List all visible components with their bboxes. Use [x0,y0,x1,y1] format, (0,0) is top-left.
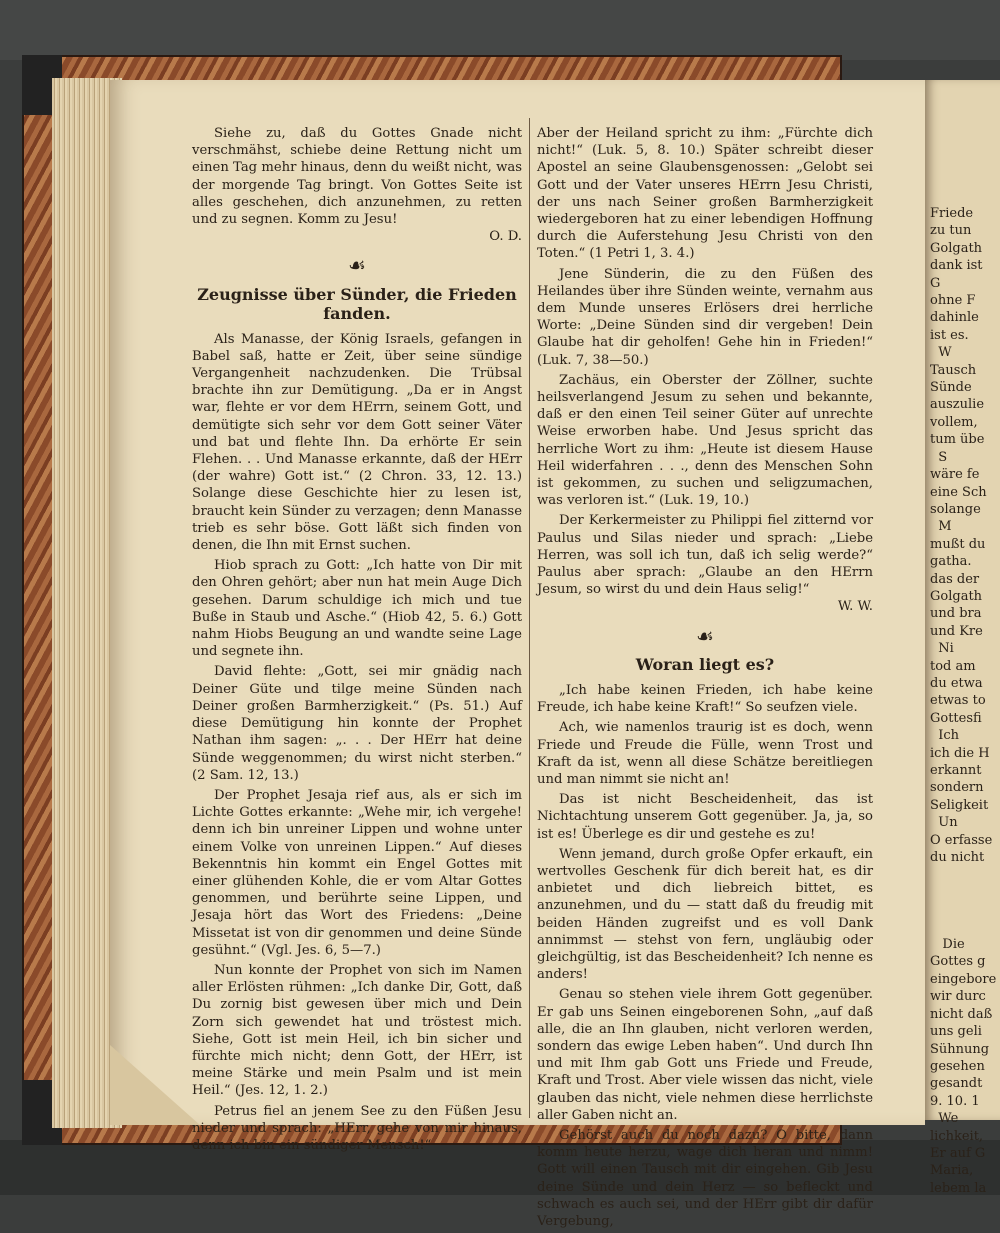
paragraph: David flehte: „Gott, sei mir gnädig nach Deiner Güte und tilge meine Sünden nach Deiner großen Barmherzigkeit.“ (Ps. 51.) Auf diese Demütigung hin konnte der Prophet Nathan ihm sagen: „. . . Der HErr hat deine Sünde weggenommen; du wirst nicht sterben.“ (2 Sam. 12, 13.) [192,664,522,783]
paragraph: Petrus fiel an jenem See zu den Füßen Jesu nieder und sprach: „HErr, gehe von mir hinaus, denn ich bin ein sündiger Mensch!“ [192,1103,522,1153]
paragraph: Das ist nicht Bescheidenheit, das ist Nichtachtung unserem Gott gegenüber. Ja, ja, so ist es! Überlege es dir und gestehe es zu! [537,792,873,842]
background-top [0,0,1000,60]
column-divider [529,118,530,1118]
signature: O. D. [489,229,522,245]
paragraph: Hiob sprach zu Gott: „Ich hatte von Dir mit den Ohren gehört; aber nun hat mein Auge Dich gesehen. Darum schuldige ich mich und tue Buße in Staub und Asche.“ (Hiob 42, 5. 6.) Gott nahm Hiobs Beugung an und wandte seine Lage und segnete ihn. [192,558,522,660]
paragraph: Nun konnte der Prophet von sich im Namen aller Erlösten rühmen: „Ich danke Dir, Gott, daß Du zornig bist gewesen über mich und Dein Zorn sich gewendet hat und tröstest mich. Siehe, Gott ist mein Heil, ich bin sicher und fürchte mich nicht; denn Gott, der HErr, ist meine Stärke und mein Psalm und ist mein Heil.“ (Jes. 12, 1. 2.) [192,962,522,1099]
paragraph: Der Kerkermeister zu Philippi fiel zitternd vor Paulus und Silas nieder und sprach: „Liebe Herren, was soll ich tun, daß ich selig werde?“ Paulus aber sprach: „Glaube an den HErrn Jesum, so wirst du und dein Haus selig!“ W. W. [537,513,873,615]
ornament-icon: ☙ [348,253,366,278]
paragraph: Genau so stehen viele ihrem Gott gegenüber. Er gab uns Seinen eingeborenen Sohn, „auf daß alle, die an Ihn glauben, nicht verloren werden, sondern das ewige Leben haben“. Und durch Ihn und mit Ihm gab Gott uns Friede und Freude, Kraft und Trost. Aber viele wissen das nicht, viele glauben das nicht, viele nehmen diese herrlichste aller Gaben nicht an. [537,987,873,1123]
paragraph: Gehörst auch du noch dazu? O bitte, dann komm heute herzu, wage dich heran und nimm! Gott will einen Tausch mit dir eingehen. Gib Jesu deine Sünde und dein Herz — so befleckt und schwach es auch sei, und der HErr gibt dir dafür Vergebung, [537,1127,873,1229]
next-page-text: Friede zu tun Golgath dank ist G ohne F dahinle ist es. W Tausch Sünde auszulie vollem, tum übe S wäre fe eine Sch solange M mußt du gatha. das der Golgath und bra und Kre Ni tod am du etwa etwas to Gottesfi Ich ich die H erkannt sondern Seligkeit Un O erfasse du nicht Die Gottes g eingebore wir durc nicht daß uns geli Sühnung gesehen gesandt 9. 10. 1 We lichkeit, Er auf G Maria, lebem la [930,206,997,1196]
next-page [925,80,1000,1196]
paragraph: Aber der Heiland spricht zu ihm: „Fürchte dich nicht!“ (Luk. 5, 8. 10.) Später schreibt dieser Apostel an seine Glaubensgenossen: „Gelobt sei Gott und der Vater unseres HErrn Jesu Christi, der uns nach Seiner großen Barmherzigkeit wiedergeboren hat zu einer lebendigen Hoffnung durch die Auferstehung Jesu Christi von den Toten.“ (1 Petri 1, 3. 4.) [537,126,873,262]
right-column [537,125,873,1233]
paragraph: „Ich habe keinen Frieden, ich habe keine Freude, ich habe keine Kraft!“ So seufzen viele. [537,682,873,716]
paragraph: Als Manasse, der König Israels, gefangen in Babel saß, hatte er Zeit, über seine sündige Vergangenheit nachzudenken. Die Trübsal brachte ihn zur Demütigung. „Da er in Angst war, flehte er vor dem HErrn, seinem Gott, und demütigte sich sehr vor dem Gott seiner Väter und bat und flehte Ihn. Da erhörte Er sein Flehen. . . Und Manasse erkannte, daß der HErr (der wahre) Gott ist.“ (2 Chron. 33, 12. 13.) Solange diese Geschichte hier zu lesen ist, braucht kein Sünder zu verzagen; denn Manasse trieb es sehr böse. Gott läßt sich finden von denen, die Ihn mit Ernst suchen. [192,331,522,554]
article-heading: Zeugnisse über Sünder, die Frieden fanden. [197,284,517,323]
left-column [192,125,522,1157]
page-fold [110,1045,200,1125]
ornament-icon: ☙ [696,623,714,648]
paragraph: Ach, wie namenlos traurig ist es doch, wenn Friede und Freude die Fülle, wenn Trost und Kraft da ist, wenn all diese Schätze bereitliegen und man nimmt sie nicht an! [537,720,873,787]
paragraph: Siehe zu, daß du Gottes Gnade nicht verschmähst, schiebe deine Rettung nicht um einen Tag mehr hinaus, denn du weißt nicht, was der morgende Tag bringt. Von Gottes Seite ist alles geschehen, dich anzunehmen, zu retten und zu segnen. Komm zu Jesu! O. D. [192,126,522,245]
paragraph: Der Prophet Jesaja rief aus, als er sich im Lichte Gottes erkannte: „Wehe mir, ich vergehe! denn ich bin unreiner Lippen und wohne unter einem Volke von unreinen Lippen.“ Auf dieses Bekenntnis hin kommt ein Engel Gottes mit einer glühenden Kohle, die er vom Altar Gottes genommen, und berührte seine Lippen, und Jesaja hört das Wort des Friedens: „Deine Missetat ist von dir genommen und deine Sünde gesühnt.“ (Vgl. Jes. 6, 5—7.) [192,787,522,958]
paragraph: Wenn jemand, durch große Opfer erkauft, ein wertvolles Geschenk für dich bereit hat, es dir anbietet und dich liebreich bittet, es anzunehmen, und du — statt daß du freudig mit beiden Händen zugreifst und es voll Dank annimmst — stehst von fern, ungläubig oder gleichgültig, ist das Bescheidenheit? Ich nenne es anders! [537,846,873,983]
article-heading: Woran liegt es? [635,654,775,674]
signature: W. W. [837,599,873,615]
paragraph: Zachäus, ein Oberster der Zöllner, suchte heilsverlangend Jesum zu sehen und bekannte, daß er den einen Teil seiner Güter auf unrechte Weise erworben habe. Und Jesus spricht das herrliche Wort zu ihm: „Heute ist diesem Hause Heil widerfahren . . ., denn des Menschen Sohn ist gekommen, zu suchen und seligzumachen, was verloren ist.“ (Luk. 19, 10.) [537,372,873,509]
paragraph: Jene Sünderin, die zu den Füßen des Heilandes über ihre Sünden weinte, vernahm aus dem Munde unseres Erlösers drei herrliche Worte: „Deine Sünden sind dir vergeben! Dein Glaube hat dir geholfen! Gehe hin in Frieden!“ (Luk. 7, 38—50.) [537,266,873,368]
